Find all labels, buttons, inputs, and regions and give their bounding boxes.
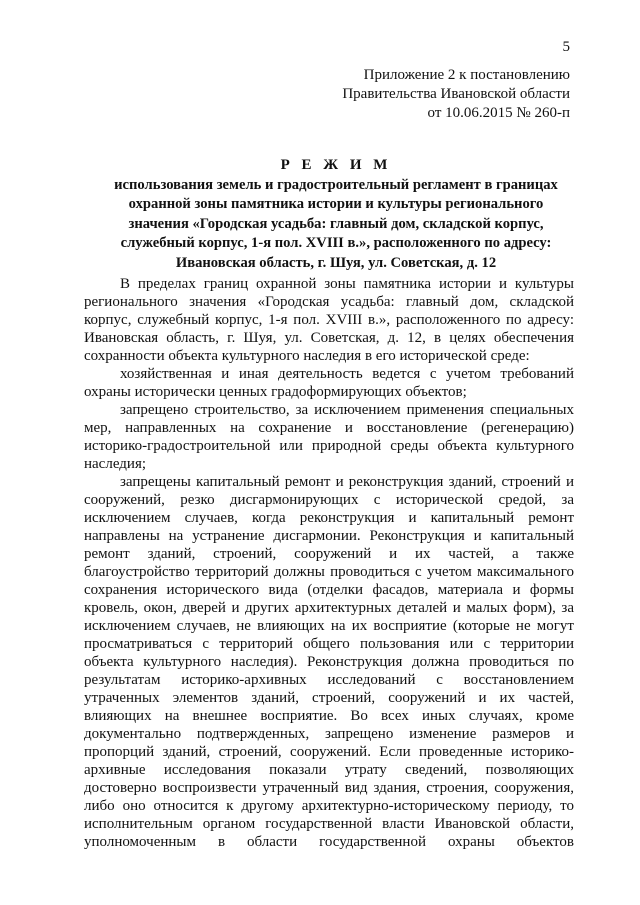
body-line: уполномоченным в области государственной охраны объектов	[84, 834, 574, 850]
body-line: либо оно относится к другому архитектурно-историческому периоду, то	[84, 798, 574, 814]
annex-line: от 10.06.2015 № 260-п	[427, 105, 570, 121]
body-line: исполнительным органом государственной власти Ивановской области,	[84, 816, 574, 832]
body-line: документально подтвержденных, запрещено изменение размеров и	[84, 726, 574, 742]
body-line: достоверно воспроизвести утраченный вид здания, строения, сооружения,	[84, 780, 574, 796]
body-line: хозяйственная и иная деятельность ведется с учетом требований	[120, 366, 574, 382]
document-body	[84, 275, 574, 851]
body-line: регионального значения «Городская усадьба: главный дом, складской	[84, 294, 574, 310]
body-line: запрещены капитальный ремонт и реконструкция зданий, строений и	[120, 474, 574, 490]
heading-line: значения «Городская усадьба: главный дом, складской корпус,	[128, 215, 544, 232]
heading-line: охранной зоны памятника истории и культуры регионального	[128, 196, 544, 212]
body-line: запрещено строительство, за исключением применения специальных	[120, 402, 574, 418]
body-line: влияющих на внешнее восприятие. Во всех иных случаях, кроме	[84, 708, 574, 724]
body-line: благоустройство территорий должны проводиться с учетом максимального	[84, 564, 574, 580]
body-line: исключением случаев, не влияющих на их восприятие (которые не могут	[84, 618, 574, 634]
body-line: сохранения исторического вида (отделки фасадов, материала и формы	[84, 582, 574, 598]
body-line: Ивановская область, г. Шуя, ул. Советская, д. 12, в целях обеспечения	[84, 330, 574, 346]
body-line: сохранности объекта культурного наследия в его исторической среде:	[84, 348, 530, 364]
heading-line: Ивановская область, г. Шуя, ул. Советская, д. 12	[175, 254, 497, 271]
heading-title: Р Е Ж И М	[280, 157, 392, 173]
body-line: кровель, окон, дверей и других архитектурных деталей и малых форм), за	[84, 600, 574, 616]
body-line: результатам историко-архивных исследований с восстановлением	[84, 672, 574, 688]
annex-reference	[342, 66, 570, 123]
body-line: исключением случаев, когда реконструкция и капитальный ремонт	[84, 510, 574, 526]
body-line: пропорций зданий, строений, сооружений. Если проведенные историко-	[84, 744, 574, 760]
page-number: 5	[562, 39, 570, 55]
body-line: утраченных элементов зданий, строений, сооружений и их частей,	[84, 690, 574, 706]
annex-line: Приложение 2 к постановлению	[363, 67, 570, 83]
body-line: охраны исторически ценных градоформирующих объектов;	[84, 384, 467, 400]
body-line: мер, направленных на сохранение и восстановление (регенерацию)	[84, 420, 574, 436]
document-heading	[96, 156, 576, 273]
body-line: сооружений, резко дисгармонирующих с исторической средой, за	[84, 492, 574, 508]
body-line: В пределах границ охранной зоны памятника истории и культуры	[120, 276, 574, 292]
body-line: просматриваться с территорий общего пользования или с территории	[84, 636, 574, 652]
body-line: историко-градостроительной или природной среды объекта культурного	[84, 438, 574, 454]
body-line: направлены на устранение дисгармонии. Реконструкция и капитальный	[84, 528, 574, 544]
body-line: корпус, служебный корпус, 1-я пол. XVIII в.», расположенного по адресу:	[84, 312, 574, 328]
body-line: ремонт зданий, строений, сооружений и их частей, а также	[84, 546, 574, 562]
annex-line: Правительства Ивановской области	[342, 86, 570, 102]
body-line: объекта культурного наследия). Реконструкция должна проводиться по	[84, 654, 574, 670]
heading-line: служебный корпус, 1-я пол. XVIII в.», расположенного по адресу:	[120, 235, 552, 251]
heading-line: использования земель и градостроительный регламент в границах	[114, 176, 558, 193]
body-line: архивные исследования показали утрату сведений, позволяющих	[84, 762, 574, 778]
body-line: наследия;	[84, 456, 147, 472]
